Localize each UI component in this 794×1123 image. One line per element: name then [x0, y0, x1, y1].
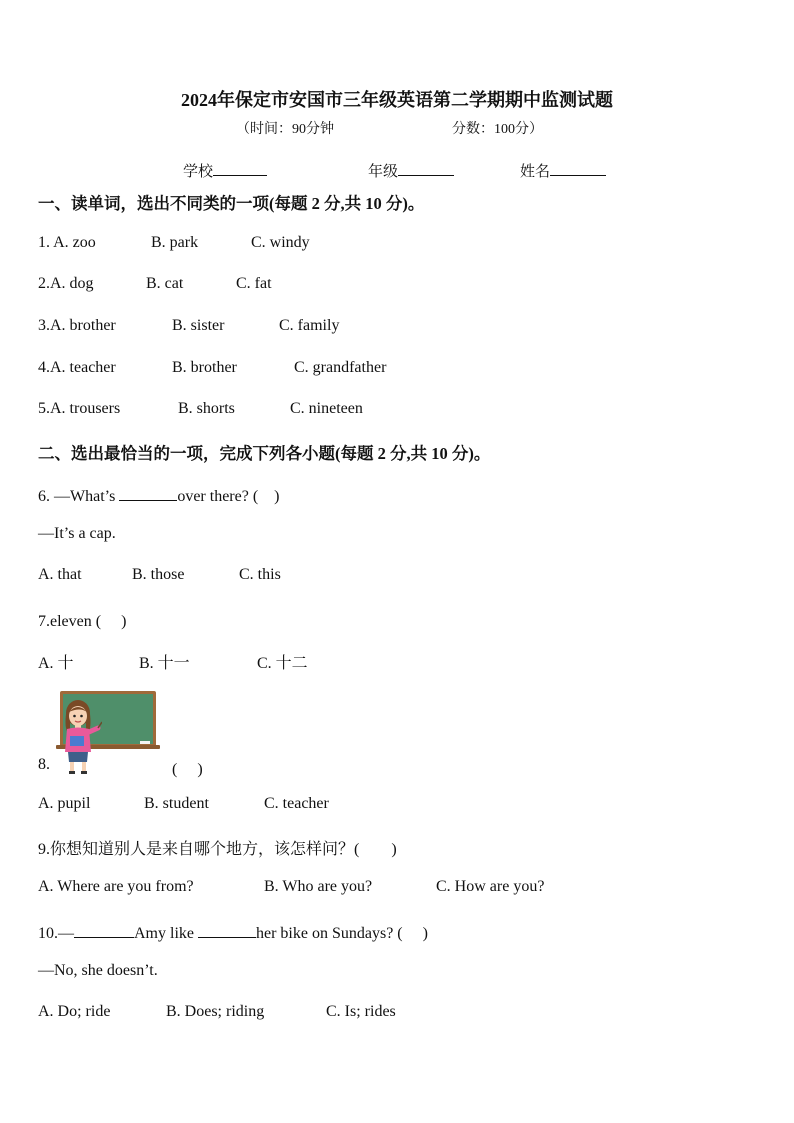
- q10-stem-start: 10.—: [38, 925, 74, 942]
- q6-blank[interactable]: [119, 486, 177, 501]
- q8-options: [38, 795, 329, 813]
- school-label: 学校: [183, 164, 214, 180]
- chalk-piece: [140, 741, 150, 744]
- q4-option-b: B. brother: [172, 359, 237, 376]
- question-10: [38, 920, 428, 943]
- q6-option-c: C. this: [239, 566, 281, 583]
- q8-option-b: B. student: [144, 795, 209, 812]
- q6-stem-start: 6. —What’s: [38, 488, 120, 505]
- q9-option-b: B. Who are you?: [264, 878, 373, 895]
- q9-option-c: C. How are you?: [436, 878, 545, 895]
- q3-option-a: 3.A. brother: [38, 317, 116, 334]
- school-blank[interactable]: [213, 161, 267, 176]
- q6-stem-end: over there? ( ): [177, 488, 280, 505]
- q6-option-b: B. those: [132, 566, 185, 583]
- q10-option-c: C. Is; rides: [326, 1003, 396, 1020]
- q7-options: [38, 650, 308, 673]
- q3-option-c: C. family: [279, 317, 340, 334]
- question-8-number: 8.: [38, 756, 50, 773]
- exam-time: （时间：90分钟: [236, 122, 334, 137]
- question-1: [38, 234, 310, 252]
- grade-field: [368, 160, 454, 181]
- q10-answer: —No, she doesn’t.: [38, 962, 158, 979]
- q10-option-b: B. Does; riding: [166, 1003, 265, 1020]
- teacher-icon: [58, 698, 102, 776]
- q2-option-a: 2.A. dog: [38, 275, 94, 292]
- q1-option-c: C. windy: [251, 234, 310, 251]
- grade-label: 年级: [368, 164, 399, 180]
- q10-stem-end: her bike on Sundays? ( ): [256, 925, 428, 942]
- q8-option-c: C. teacher: [264, 795, 329, 812]
- name-blank[interactable]: [550, 161, 606, 176]
- q4-option-a: 4.A. teacher: [38, 359, 116, 376]
- q7-option-a: A. 十: [38, 655, 74, 672]
- q10-stem-mid: Amy like: [134, 925, 198, 942]
- question-2: [38, 275, 272, 293]
- grade-blank[interactable]: [398, 161, 454, 176]
- question-6: [38, 483, 280, 506]
- q6-options: [38, 566, 281, 584]
- question-5: [38, 400, 363, 418]
- q8-option-a: A. pupil: [38, 795, 91, 812]
- q5-option-a: 5.A. trousers: [38, 400, 121, 417]
- section2-heading: 二、选出最恰当的一项，完成下列各小题(每题 2 分,共 10 分)。: [38, 444, 491, 463]
- q5-option-b: B. shorts: [178, 400, 235, 417]
- q8-answer-paren: ( ): [172, 761, 203, 778]
- name-field: [520, 160, 606, 181]
- q9-options: [38, 878, 544, 896]
- name-label: 姓名: [520, 164, 551, 180]
- question-7: 7.eleven ( ): [38, 613, 127, 630]
- page-title: 2024年保定市安国市三年级英语第二学期期中监测试题: [181, 90, 613, 110]
- q10-blank-1[interactable]: [74, 923, 134, 938]
- q7-option-b: B. 十一: [139, 655, 190, 672]
- q7-option-c: C. 十二: [257, 655, 308, 672]
- q10-options: [38, 1003, 396, 1021]
- q10-option-a: A. Do; ride: [38, 1003, 111, 1020]
- question-9: 9.你想知道别人是来自哪个地方，该怎样问？( ): [38, 841, 397, 858]
- school-field: [183, 160, 267, 181]
- q1-option-a: 1. A. zoo: [38, 234, 96, 251]
- q6-answer: —It’s a cap.: [38, 525, 116, 542]
- section1-heading: 一、读单词，选出不同类的一项(每题 2 分,共 10 分)。: [38, 194, 425, 213]
- q10-blank-2[interactable]: [198, 923, 256, 938]
- question-4: [38, 359, 386, 377]
- q1-option-b: B. park: [151, 234, 199, 251]
- question-3: [38, 317, 339, 335]
- q3-option-b: B. sister: [172, 317, 225, 334]
- q4-option-c: C. grandfather: [294, 359, 387, 376]
- q9-option-a: A. Where are you from?: [38, 878, 194, 895]
- q2-option-b: B. cat: [146, 275, 184, 292]
- q6-option-a: A. that: [38, 566, 82, 583]
- q2-option-c: C. fat: [236, 275, 272, 292]
- exam-score: 分数：100分）: [452, 122, 543, 137]
- q5-option-c: C. nineteen: [290, 400, 363, 417]
